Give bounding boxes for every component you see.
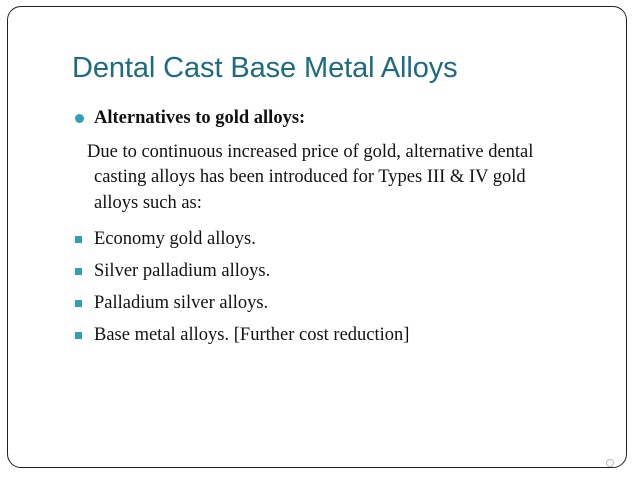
page-marker-icon	[606, 459, 614, 467]
paragraph-line-3	[94, 193, 202, 214]
list-item-text: Silver palladium alloys.	[94, 261, 271, 281]
paragraph-line-text: Due to continuous increased price of gold, alternative dental	[87, 142, 534, 162]
square-bullet-icon	[75, 332, 82, 339]
list-item	[75, 325, 409, 346]
square-bullet-icon	[75, 300, 82, 307]
paragraph-line-2	[94, 167, 526, 188]
paragraph-line-1	[87, 142, 533, 163]
paragraph-line-text: casting alloys has been introduced for Types III & IV gold	[94, 167, 526, 187]
list-item	[75, 229, 256, 250]
square-bullet-icon	[75, 268, 82, 275]
heading-bullet-row	[75, 108, 305, 129]
list-item-text: Palladium silver alloys.	[94, 293, 269, 313]
list-item-text: Economy gold alloys.	[94, 229, 256, 249]
circle-bullet-icon	[75, 114, 84, 123]
list-item-text: Base metal alloys. [Further cost reduction]	[94, 325, 410, 345]
heading-bullet-text: Alternatives to gold alloys:	[94, 108, 306, 128]
paragraph-line-text: alloys such as:	[94, 193, 202, 213]
square-bullet-icon	[75, 236, 82, 243]
list-item	[75, 261, 270, 282]
slide-title: Dental Cast Base Metal Alloys	[72, 52, 458, 84]
list-item	[75, 293, 268, 314]
